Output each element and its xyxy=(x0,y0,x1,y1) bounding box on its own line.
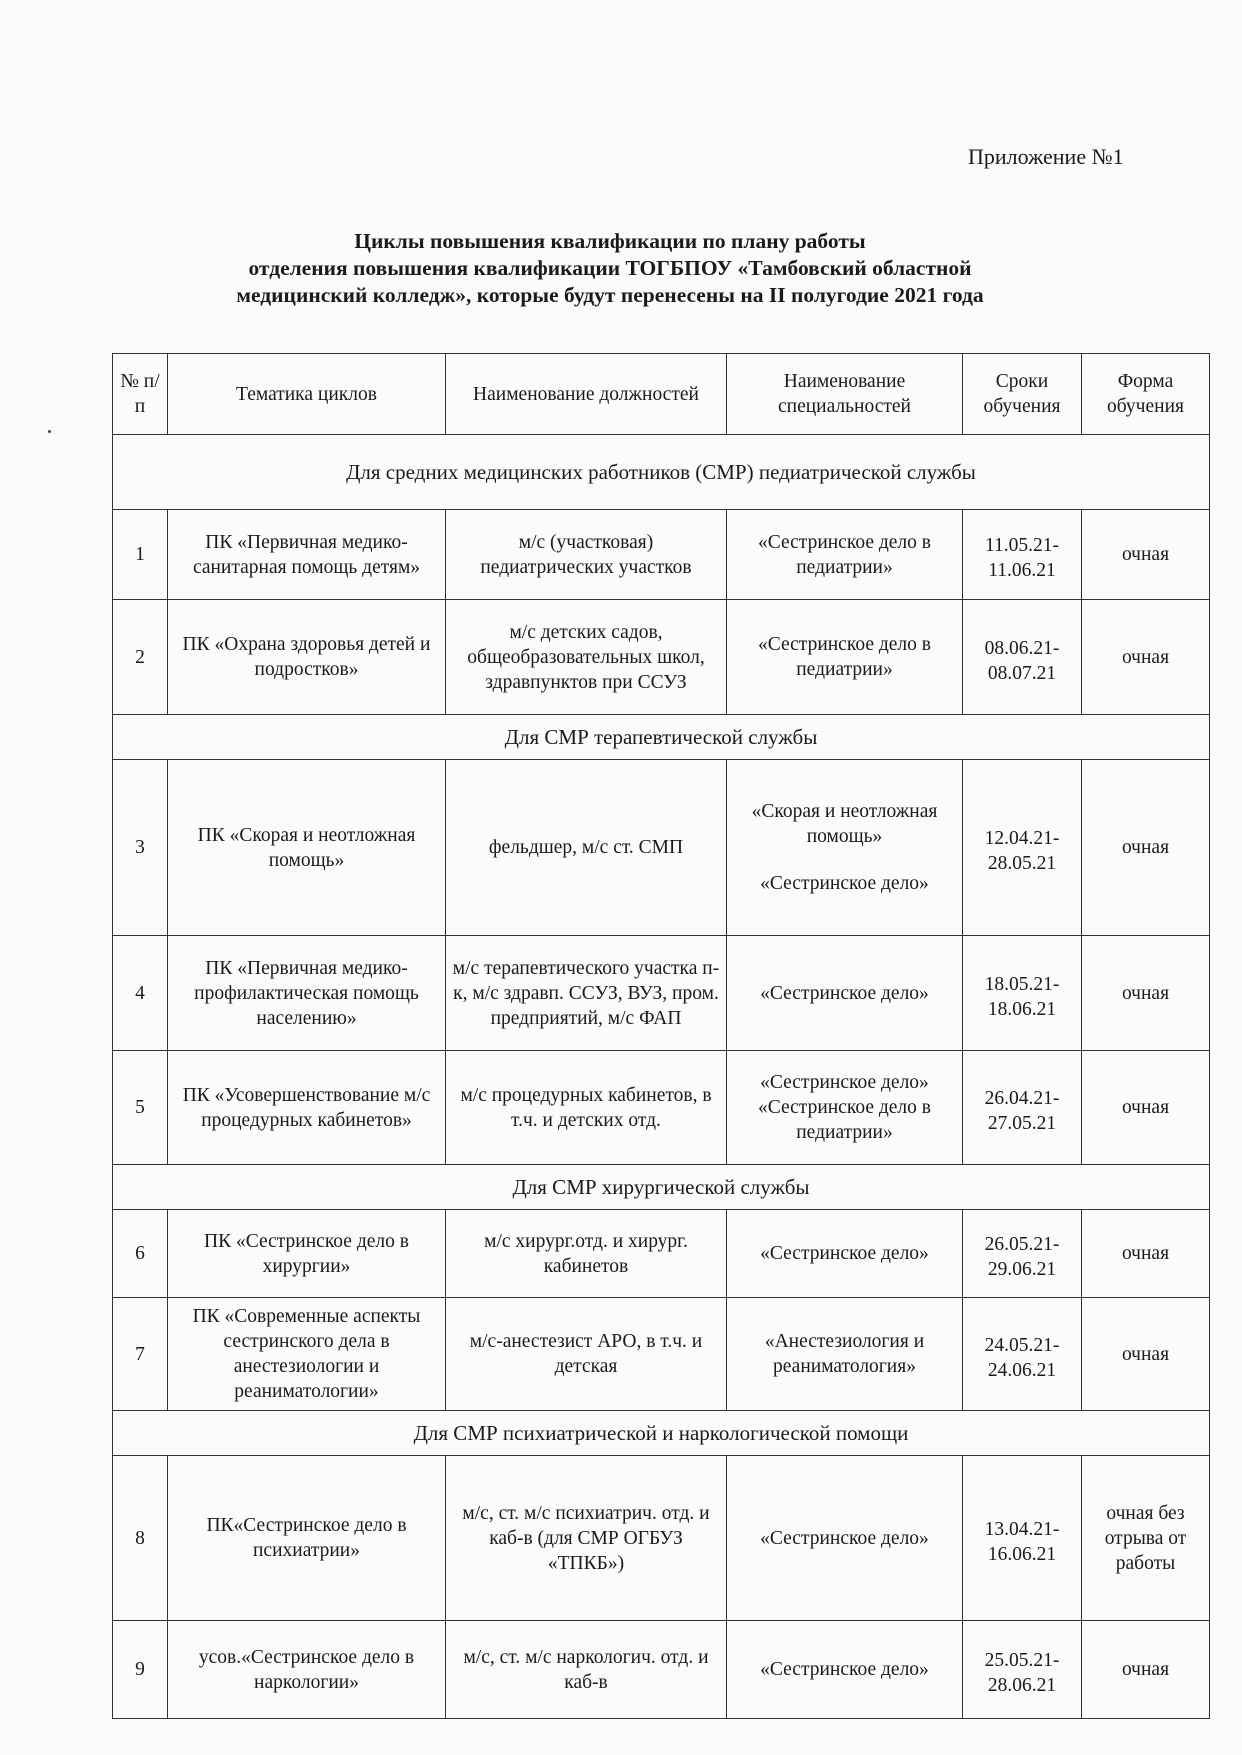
cell-form: очная xyxy=(1082,600,1210,715)
cell-specialty xyxy=(727,1621,963,1719)
specialty-line: «Сестринское дело» xyxy=(760,1659,929,1680)
cell-dates: 26.05.21-29.06.21 xyxy=(963,1210,1082,1298)
cell-num: 9 xyxy=(113,1621,168,1719)
cell-topic: ПК «Скорая и неотложная помощь» xyxy=(168,760,446,936)
section-title: Для средних медицинских работников (СМР) педиатрической службы xyxy=(113,435,1210,510)
cell-num: 8 xyxy=(113,1456,168,1621)
cell-position: м/с детских садов, общеобразовательных школ, здравпунктов при ССУЗ xyxy=(446,600,727,715)
cell-num: 6 xyxy=(113,1210,168,1298)
specialty-line: «Скорая и неотложная помощь» xyxy=(751,801,938,847)
cell-dates: 11.05.21-11.06.21 xyxy=(963,510,1082,600)
cell-form: очная xyxy=(1082,760,1210,936)
cell-num: 1 xyxy=(113,510,168,600)
cell-specialty xyxy=(727,600,963,715)
table-row xyxy=(113,1456,1210,1621)
cell-dates: 08.06.21-08.07.21 xyxy=(963,600,1082,715)
cell-position: м/с, ст. м/с психиатрич. отд. и каб-в (для СМР ОГБУЗ «ТПКБ») xyxy=(446,1456,727,1621)
scan-speck xyxy=(48,430,51,433)
table-row xyxy=(113,600,1210,715)
cell-topic: ПК«Сестринское дело в психиатрии» xyxy=(168,1456,446,1621)
cell-specialty xyxy=(727,510,963,600)
cell-position: м/с процедурных кабинетов, в т.ч. и детских отд. xyxy=(446,1051,727,1165)
cell-form: очная xyxy=(1082,1051,1210,1165)
specialty-line: «Анестезиология и реаниматология» xyxy=(764,1331,925,1377)
section-row xyxy=(113,1165,1210,1210)
cell-topic: ПК «Сестринское дело в хирургии» xyxy=(168,1210,446,1298)
table-row xyxy=(113,1298,1210,1411)
table-row xyxy=(113,1051,1210,1165)
cell-form: очная xyxy=(1082,510,1210,600)
cell-dates: 26.04.21-27.05.21 xyxy=(963,1051,1082,1165)
section-row xyxy=(113,715,1210,760)
table-row xyxy=(113,760,1210,936)
cell-specialty xyxy=(727,936,963,1051)
cell-dates: 12.04.21-28.05.21 xyxy=(963,760,1082,936)
cell-specialty xyxy=(727,1051,963,1165)
section-title: Для СМР хирургической службы xyxy=(113,1165,1210,1210)
cell-position: м/с, ст. м/с наркологич. отд. и каб-в xyxy=(446,1621,727,1719)
specialty-line: «Сестринское дело» xyxy=(760,873,929,894)
cell-position: фельдшер, м/с ст. СМП xyxy=(446,760,727,936)
cell-position: м/с терапевтического участка п-к, м/с здравп. ССУЗ, ВУЗ, пром. предприятий, м/с ФАП xyxy=(446,936,727,1051)
cell-dates: 25.05.21-28.06.21 xyxy=(963,1621,1082,1719)
specialty-line: «Сестринское дело в педиатрии» xyxy=(758,634,931,680)
spacer xyxy=(731,849,958,871)
cell-specialty xyxy=(727,760,963,936)
cell-position: м/с хирург.отд. и хирург. кабинетов xyxy=(446,1210,727,1298)
table-row xyxy=(113,936,1210,1051)
header-num: № п/п xyxy=(113,354,168,435)
table-body xyxy=(113,435,1210,1719)
header-position: Наименование должностей xyxy=(446,354,727,435)
title-line: отделения повышения квалификации ТОГБПОУ «Тамбовский областной xyxy=(248,256,972,280)
specialty-line: «Сестринское дело» xyxy=(760,1243,929,1264)
cell-position: м/с-анестезист АРО, в т.ч. и детская xyxy=(446,1298,727,1411)
cell-num: 7 xyxy=(113,1298,168,1411)
cell-form: очная без отрыва от работы xyxy=(1082,1456,1210,1621)
cell-specialty xyxy=(727,1456,963,1621)
title-line: Циклы повышения квалификации по плану работы xyxy=(354,229,866,253)
cell-form: очная xyxy=(1082,936,1210,1051)
cell-dates: 18.05.21-18.06.21 xyxy=(963,936,1082,1051)
specialty-line: «Сестринское дело в педиатрии» xyxy=(758,1097,931,1143)
cell-dates: 13.04.21-16.06.21 xyxy=(963,1456,1082,1621)
header-row xyxy=(113,354,1210,435)
cell-form: очная xyxy=(1082,1621,1210,1719)
cell-specialty xyxy=(727,1298,963,1411)
specialty-line: «Сестринское дело в педиатрии» xyxy=(758,531,931,578)
section-row xyxy=(113,1411,1210,1456)
section-row xyxy=(113,435,1210,510)
cell-form: очная xyxy=(1082,1298,1210,1411)
header-dates: Сроки обучения xyxy=(963,354,1082,435)
cell-topic: ПК «Первичная медико-профилактическая помощь населению» xyxy=(168,936,446,1051)
cell-topic: ПК «Усовершенствование м/с процедурных кабинетов» xyxy=(168,1051,446,1165)
header-form: Форма обучения xyxy=(1082,354,1210,435)
appendix-label: Приложение №1 xyxy=(968,144,1124,169)
cell-num: 5 xyxy=(113,1051,168,1165)
cell-form: очная xyxy=(1082,1210,1210,1298)
cell-num: 4 xyxy=(113,936,168,1051)
cell-position: м/с (участковая) педиатрических участков xyxy=(446,510,727,600)
cell-topic: усов.«Сестринское дело в наркологии» xyxy=(168,1621,446,1719)
cell-num: 3 xyxy=(113,760,168,936)
cell-topic: ПК «Современные аспекты сестринского дела в анестезиологии и реаниматологии» xyxy=(168,1298,446,1411)
header-specialty: Наименование специальностей xyxy=(727,354,963,435)
section-title: Для СМР терапевтической службы xyxy=(113,715,1210,760)
table-row xyxy=(113,510,1210,600)
cell-specialty xyxy=(727,1210,963,1298)
cell-topic: ПК «Охрана здоровья детей и подростков» xyxy=(168,600,446,715)
header-topic: Тематика циклов xyxy=(168,354,446,435)
cell-topic: ПК «Первичная медико-санитарная помощь детям» xyxy=(168,510,446,600)
courses-table xyxy=(112,353,1210,1719)
cell-dates: 24.05.21-24.06.21 xyxy=(963,1298,1082,1411)
specialty-line: «Сестринское дело» xyxy=(760,982,929,1004)
cell-num: 2 xyxy=(113,600,168,715)
title-line: медицинский колледж», которые будут перенесены на II полугодие 2021 года xyxy=(236,283,984,307)
specialty-line: «Сестринское дело» xyxy=(760,1527,929,1549)
section-title: Для СМР психиатрической и наркологической помощи xyxy=(113,1411,1210,1456)
document-title xyxy=(110,228,1110,309)
table-row xyxy=(113,1210,1210,1298)
specialty-line: «Сестринское дело» xyxy=(760,1072,929,1093)
table-row xyxy=(113,1621,1210,1719)
